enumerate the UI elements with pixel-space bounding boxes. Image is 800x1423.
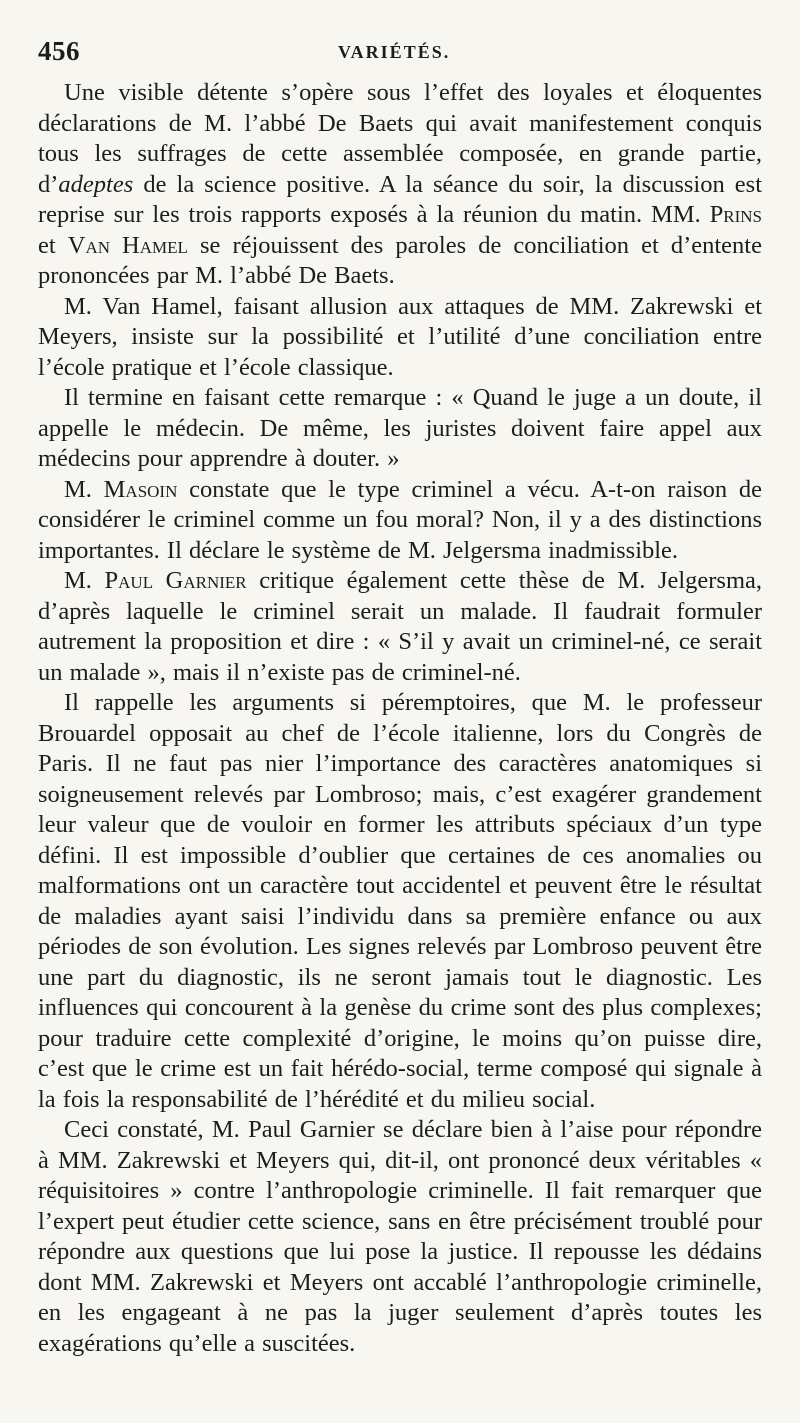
paragraph-1	[38, 78, 762, 292]
paragraph-1-text-g: se réjouissent des paroles de conciliation et d’entente prononcées par M. l’abbé De Baets.	[38, 231, 762, 289]
name-masoin: Masoin	[103, 475, 178, 503]
name-van-hamel: Van Hamel	[67, 231, 188, 259]
paragraph-1-text-e: et	[38, 231, 68, 259]
paragraph-1-text-a: Une visible détente s’opère sous l’effet des loyales et éloquentes déclarations de M. l’abbé De Baets qui avait manifestement conquis tous les suffrages de cette assemblée composée, en grande partie, d’	[38, 79, 762, 198]
name-prins: Prins	[709, 201, 762, 228]
paragraph-4-text-a: M.	[64, 475, 104, 503]
running-head	[38, 30, 762, 68]
section-title: VARIÉTÉS.	[338, 42, 451, 62]
paragraph-5-text-a: M.	[64, 567, 105, 594]
paragraph-5	[38, 566, 762, 688]
name-paul-garnier: Paul Garnier	[104, 567, 247, 594]
paragraph-4-text-c: constate que le type criminel a vécu. A-t-on raison de considérer le criminel comme un fou moral? Non, il y a des distinctions importantes. Il déclare le système de M. Jelgersma inadmissible.	[38, 475, 762, 564]
paragraph-5-text-c: critique également cette thèse de M. Jelgersma, d’après laquelle le criminel serait un malade. Il faudrait formuler autrement la proposition et dire : « S’il y avait un criminel-né, ce serait un malade », mais il n’existe pas de criminel-né.	[38, 567, 762, 686]
paragraph-6: Il rappelle les arguments si péremptoires, que M. le professeur Brouardel opposait au chef de l’école italienne, lors du Congrès de Paris. Il ne faut pas nier l’importance des caractères anatomiques si soigneusement relevés par Lombroso; mais, c’est exagérer grandement leur valeur que de vouloir en former les attributs spéciaux d’un type défini. Il est impossible d’oublier que certaines de ces anomalies ou malformations ont un caractère tout accidentel et peuvent être le résultat de maladies ayant saisi l’individu dans sa première enfance ou aux périodes de son évolution. Les signes relevés par Lombroso peuvent être une part du diagnostic, ils ne seront jamais tout le diagnostic. Les influences qui concourent à la genèse du crime sont des plus complexes; pour traduire cette complexité d’origine, le moins qu’on puisse dire, c’est que le crime est un fait hérédo-social, terme composé qui signale à la fois la responsabilité de l’hérédité et du milieu social.	[38, 689, 762, 1113]
paragraph-3: Il termine en faisant cette remarque : « Quand le juge a un doute, il appelle le médecin. De même, les juristes doivent faire appel aux médecins pour apprendre à douter. »	[38, 384, 762, 472]
body-text	[38, 78, 762, 1359]
paragraph-1-text-c: de la science positive. A la séance du soir, la discussion est reprise sur les trois rapports exposés à la réunion du matin. MM.	[38, 170, 762, 228]
paragraph-2: M. Van Hamel, faisant allusion aux attaques de MM. Zakrewski et Meyers, insiste sur la possibilité et l’utilité d’une conciliation entre l’école pratique et l’école classique.	[38, 292, 762, 381]
italic-word-adeptes: adeptes	[58, 170, 134, 198]
paragraph-7: Ceci constaté, M. Paul Garnier se déclare bien à l’aise pour répondre à MM. Zakrewski et Meyers qui, dit-il, ont prononcé deux véritables « réquisitoires » contre l’anthropologie criminelle. Il fait remarquer que l’expert peut étudier cette science, sans en être précisément troublé pour répondre aux questions que lui pose la justice. Il repousse les dédains dont MM. Zakrewski et Meyers ont accablé l’anthropologie criminelle, en les engageant à ne pas la juger seulement d’après toutes les exagérations qu’elle a suscitées.	[38, 1116, 762, 1357]
paragraph-4	[38, 475, 762, 567]
page-number: 456	[38, 36, 80, 66]
